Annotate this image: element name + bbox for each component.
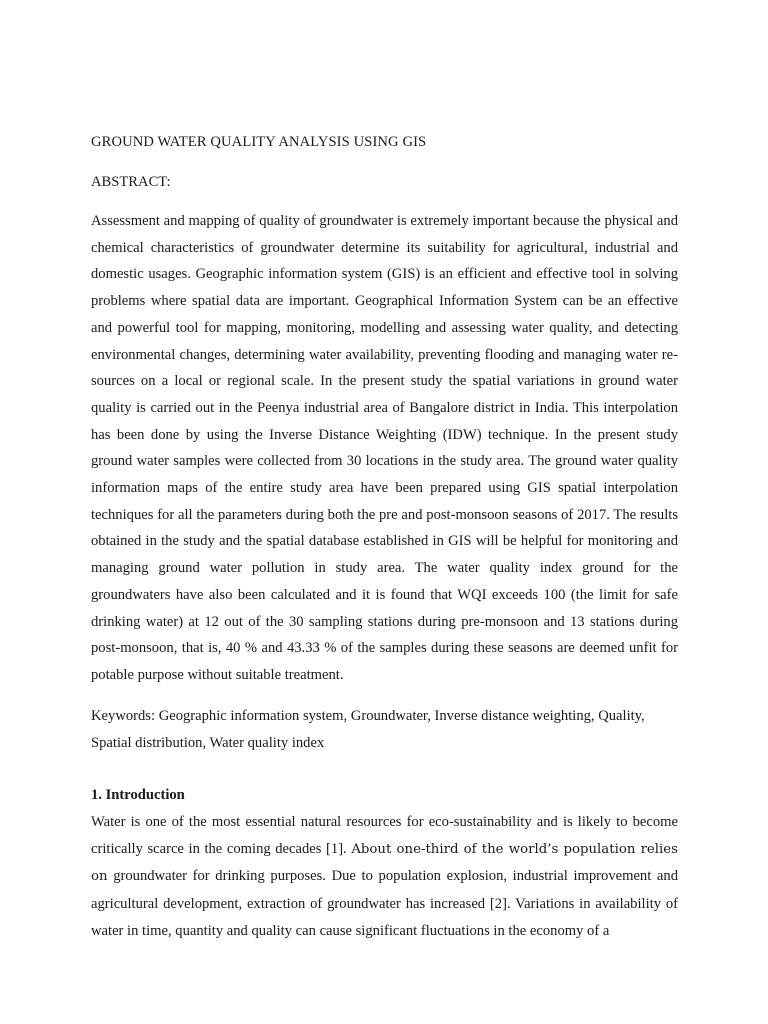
keywords bbox=[91, 703, 681, 757]
keywords-line-2: Spatial distribution, Water quality index bbox=[91, 735, 325, 751]
introduction-text-part-2: About one-third of the world’s population relies on bbox=[91, 841, 678, 885]
abstract-text: Assessment and mapping of quality of groundwater is extremely important because the physical and chemical characteristics of groundwater determine its suitability for agricultural, industrial and domestic usages. Geographic information system (GIS) is an efficient and effective tool in solving problems where spatial data are important. Geographical Information System can be an effective and powerful tool for mapping, monitoring, modelling and assessing water quality, and detecting environmental changes, determining water availability, preventing flooding and managing water re-sources on a local or regional scale. In the present study the spatial variations in ground water quality is carried out in the Peenya industrial area of Bangalore district in India. This interpolation has been done by using the Inverse Distance Weighting (IDW) technique. In the present study ground water samples were collected from 30 locations in the study area. The ground water quality information maps of the entire study area have been prepared using GIS spatial interpolation techniques for all the parameters during both the pre and post-monsoon seasons of 2017. The results obtained in the study and the spatial database established in GIS will be helpful for monitoring and managing ground water pollution in study area. The water quality index ground for the groundwaters have also been calculated and it is found that WQI exceeds 100 (the limit for safe drinking water) at 12 out of the 30 sampling stations during pre-monsoon and 13 stations during post-monsoon, that is, 40 % and 43.33 % of the samples during these seasons are deemed unfit for potable purpose without suitable treatment. bbox=[91, 213, 678, 683]
introduction-text-part-3: groundwater for drinking purposes. Due to population explosion, industrial improvement and agricultural development, extraction of groundwater has increased [2]. Variations in availability of water in time, quantity and quality can cause significant fluctuations in the economy of a bbox=[91, 868, 678, 939]
keywords-line-1: Keywords: Geographic information system, Groundwater, Inverse distance weighting, Quality, bbox=[91, 708, 645, 724]
introduction-text bbox=[91, 809, 678, 945]
introduction-heading: 1. Introduction bbox=[91, 787, 185, 803]
introduction-text-part-1: Water is one of the most essential natural resources for eco-sustainability and is likely to become critically scarce in the coming decades [1]. bbox=[91, 814, 678, 857]
document-title: GROUND WATER QUALITY ANALYSIS USING GIS bbox=[91, 134, 427, 150]
abstract-heading: ABSTRACT: bbox=[91, 174, 171, 190]
